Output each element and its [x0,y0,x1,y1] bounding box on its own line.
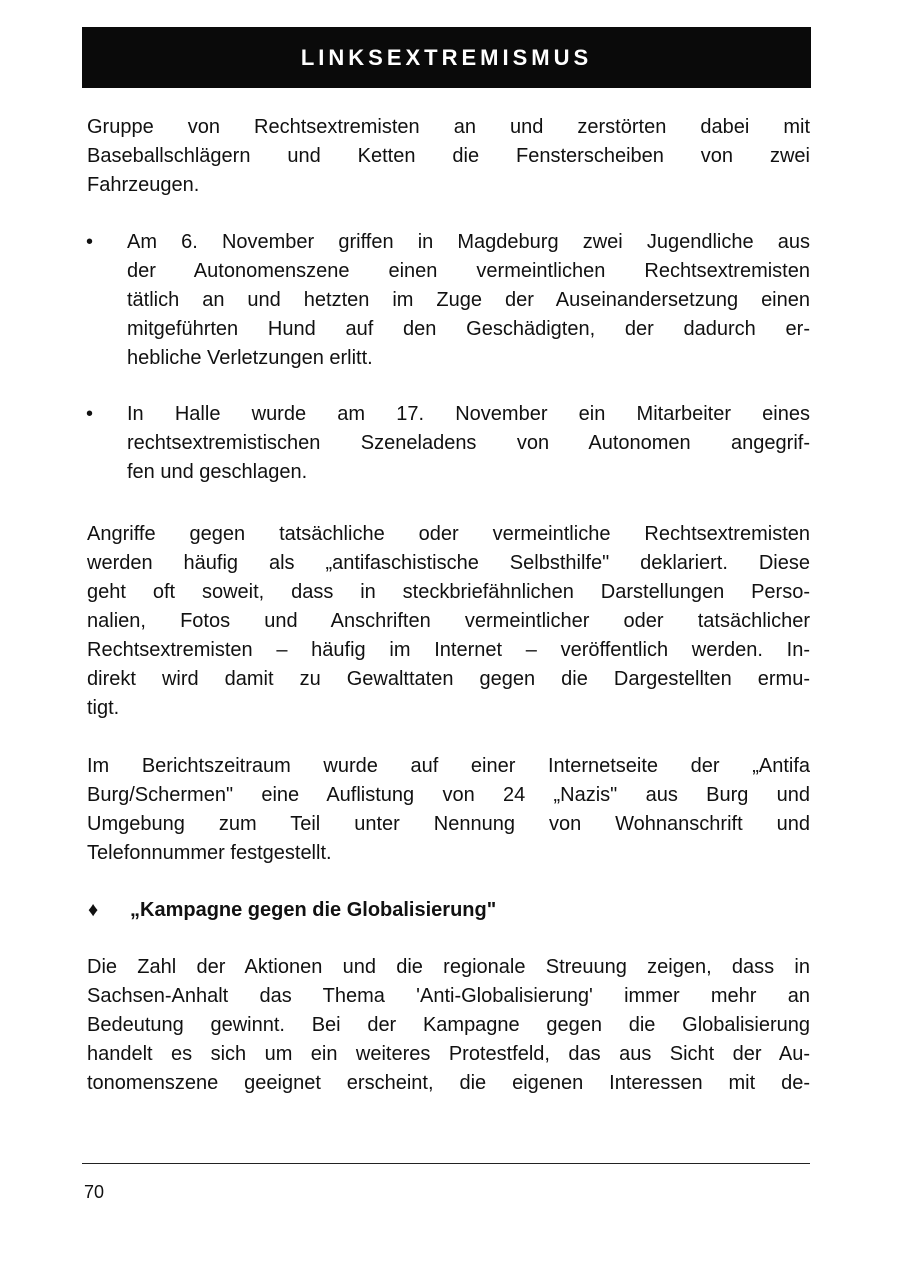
paragraph [87,752,810,868]
text-line: Im Berichtszeitraum wurde auf einer Internetseite der „Antifa [87,755,810,777]
bullet-marker: • [86,231,94,253]
text-line: tätlich an und hetzten im Zuge der Auseinandersetzung einen [127,289,810,311]
text-line: Baseballschlägern und Ketten die Fensterscheiben von zwei [87,145,810,167]
text-line: mitgeführten Hund auf den Geschädigten, der dadurch er- [127,318,810,340]
text-line: hebliche Verletzungen erlitt. [127,347,373,369]
text-line: nalien, Fotos und Anschriften vermeintlicher oder tatsächlicher [87,610,810,632]
text-line: Angriffe gegen tatsächliche oder vermeintliche Rechtsextremisten [87,523,810,545]
bullet-item [127,228,810,373]
bullet-marker: • [86,403,94,425]
text-line: Umgebung zum Teil unter Nennung von Wohnanschrift und [87,813,810,835]
text-line: werden häufig als „antifaschistische Selbsthilfe" deklariert. Diese [87,552,810,574]
text-line: direkt wird damit zu Gewalttaten gegen die Dargestellten ermu- [87,668,810,690]
text-line: Rechtsextremisten – häufig im Internet – veröffentlich werden. In- [87,639,810,661]
footer-rule [82,1163,810,1164]
bullet-item [127,400,810,487]
text-line: Burg/Schermen" eine Auflistung von 24 „Nazis" aus Burg und [87,784,810,806]
text-line: Die Zahl der Aktionen und die regionale Streuung zeigen, dass in [87,956,810,978]
paragraph [87,953,810,1098]
text-line: handelt es sich um ein weiteres Protestfeld, das aus Sicht der Au- [87,1043,810,1065]
paragraph [87,520,810,723]
text-line: In Halle wurde am 17. November ein Mitarbeiter eines [127,403,810,425]
text-line: Sachsen-Anhalt das Thema 'Anti-Globalisierung' immer mehr an [87,985,810,1007]
page-number: 70 [84,1182,105,1202]
text-line: fen und geschlagen. [127,461,308,483]
text-line: Bedeutung gewinnt. Bei der Kampagne gegen die Globalisierung [87,1014,810,1036]
text-line: Telefonnummer festgestellt. [87,842,332,864]
text-line: tigt. [87,697,120,719]
text-line: rechtsextremistischen Szeneladens von Autonomen angegrif- [127,432,810,454]
section-heading [130,896,813,925]
text-line: der Autonomenszene einen vermeintlichen Rechtsextremisten [127,260,810,282]
section-title: LINKSEXTREMISMUS [300,44,593,70]
text-line: Gruppe von Rechtsextremisten an und zerstörten dabei mit [87,116,810,138]
text-line: Am 6. November griffen in Magdeburg zwei Jugendliche aus [127,231,810,253]
bullet-marker: ♦ [88,899,99,921]
section-header [82,27,811,88]
text-line: tonomenszene geeignet erscheint, die eigenen Interessen mit de- [87,1072,810,1094]
paragraph [87,113,810,200]
text-line: Fahrzeugen. [87,174,200,196]
text-line: „Kampagne gegen die Globalisierung" [130,899,497,921]
text-line: geht oft soweit, dass in steckbriefähnlichen Darstellungen Perso- [87,581,810,603]
